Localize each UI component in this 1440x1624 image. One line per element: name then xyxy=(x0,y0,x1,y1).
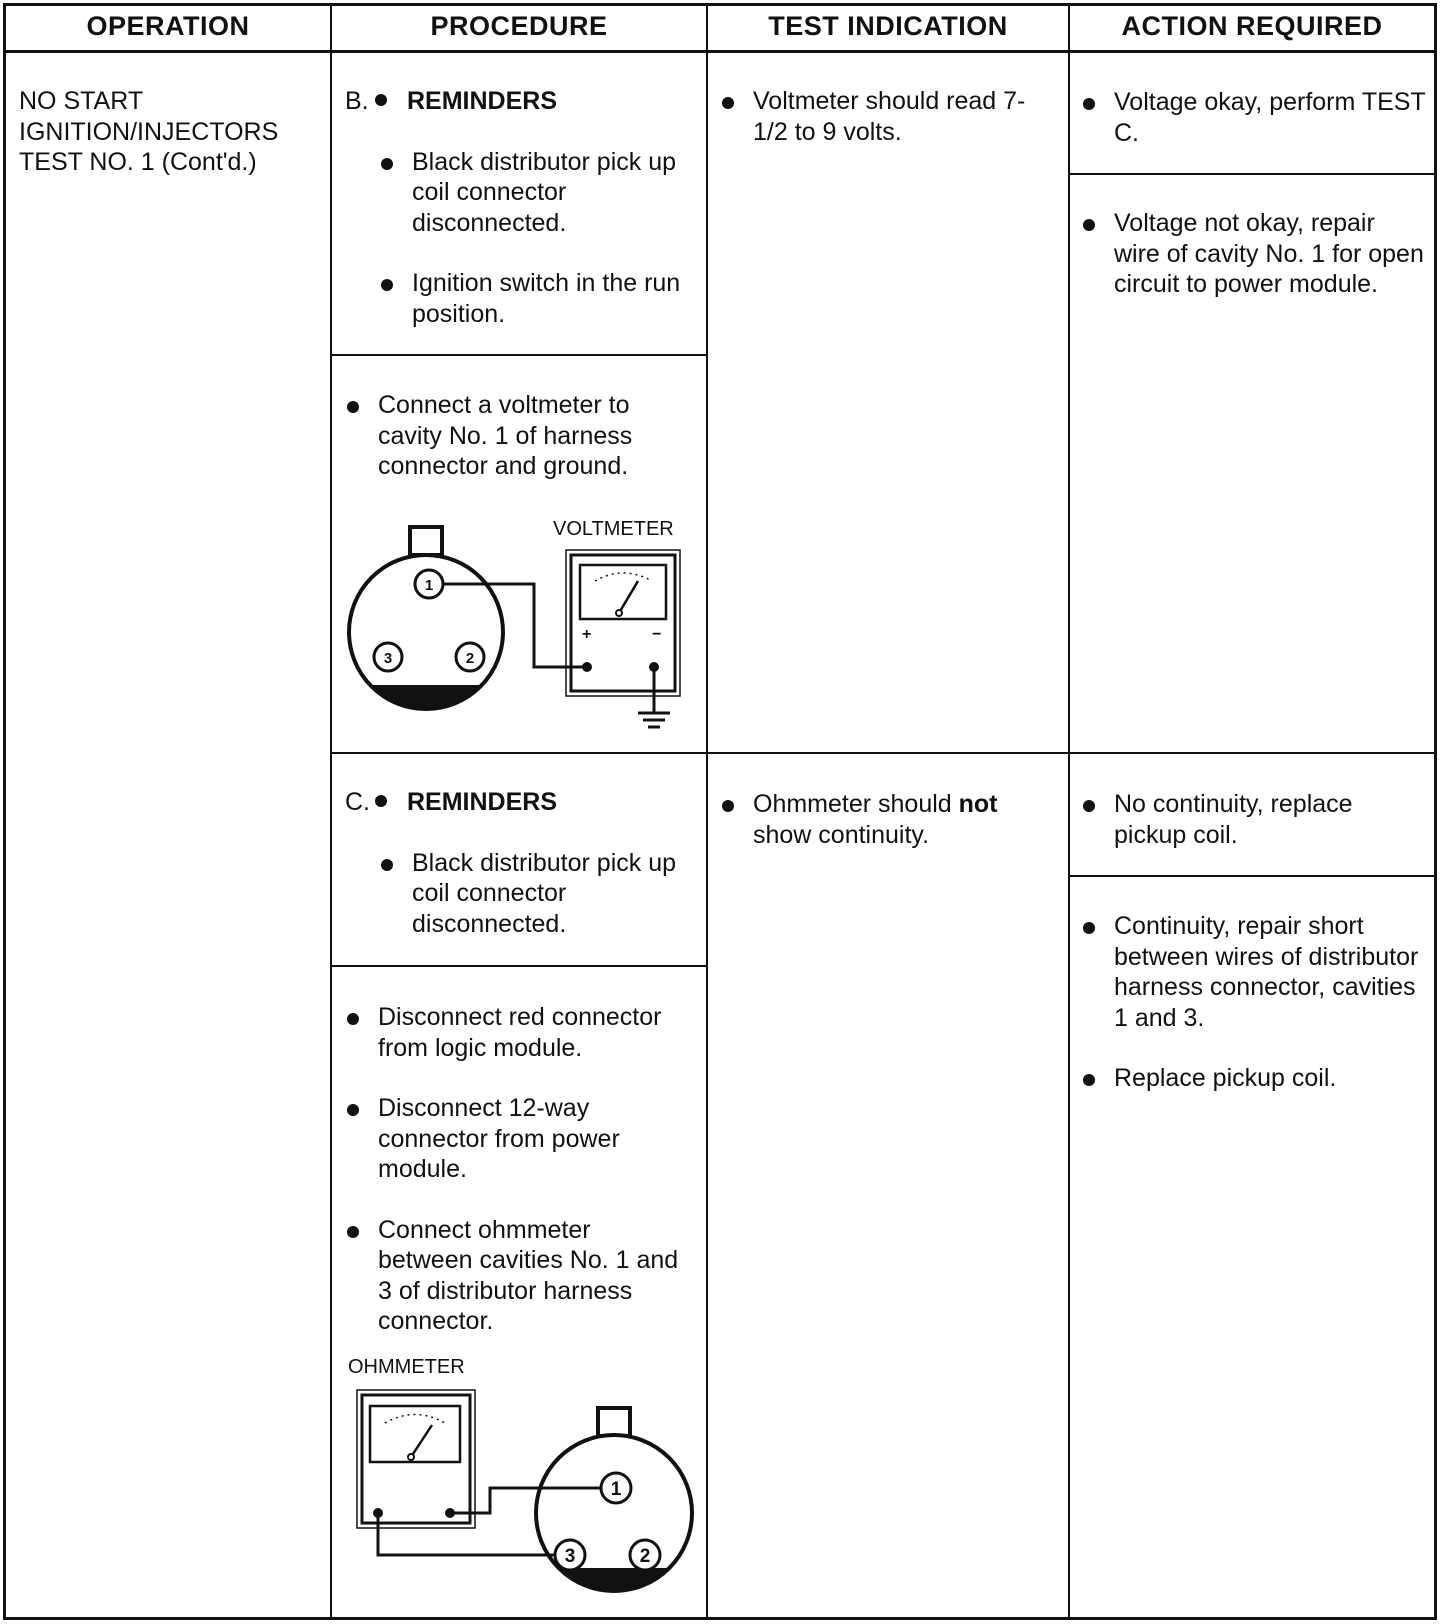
header-procedure: PROCEDURE xyxy=(430,10,608,41)
action-c-1 xyxy=(1081,789,1426,850)
ohm-pin-1-label: 1 xyxy=(610,1479,622,1500)
action-c-divider xyxy=(1068,875,1437,877)
pin-3-label: 3 xyxy=(383,650,393,667)
operation-line-2: IGNITION/INJECTORS xyxy=(19,117,279,146)
pin-2-label: 2 xyxy=(465,650,475,667)
reminder-item: Ignition switch in the run position. xyxy=(379,268,700,329)
ohm-pin-3-label: 3 xyxy=(564,1546,576,1567)
indication-c-pre: Ohmmeter should xyxy=(753,790,959,818)
procedure-step: Connect ohmmeter between cavities No. 1 and 3 of distributor harness connector. xyxy=(345,1215,685,1337)
voltmeter-diagram xyxy=(340,515,690,740)
connector-key xyxy=(410,527,442,555)
action-text: Voltage not okay, repair wire of cavity No. 1 for open circuit to power module. xyxy=(1081,208,1426,300)
action-b-divider xyxy=(1068,173,1437,175)
reminders-label: REMINDERS xyxy=(407,87,558,115)
column-divider-2 xyxy=(706,3,708,1620)
action-text: No continuity, replace pickup coil. xyxy=(1081,789,1426,850)
operation-cell xyxy=(19,86,324,178)
action-text: Voltage okay, perform TEST C. xyxy=(1081,87,1426,148)
procedure-step: Disconnect 12-way connector from power module. xyxy=(345,1093,685,1185)
needle-pivot xyxy=(616,610,622,616)
indication-c xyxy=(720,789,1060,850)
action-b-1 xyxy=(1081,87,1426,148)
procedure-step: Disconnect red connector from logic module. xyxy=(345,1002,685,1063)
indication-text-b: Voltmeter should read 7-1/2 to 9 volts. xyxy=(720,86,1060,147)
procedure-step: Connect a voltmeter to cavity No. 1 of harness connector and ground. xyxy=(345,390,685,482)
table-border-right xyxy=(1434,3,1437,1620)
voltmeter-label: VOLTMETER xyxy=(553,518,674,540)
column-divider-3 xyxy=(1068,3,1070,1620)
indication-b xyxy=(720,86,1060,147)
ohm-pin-2-label: 2 xyxy=(639,1546,651,1567)
indication-c-emphasis: not xyxy=(958,790,998,818)
action-text: Continuity, repair short between wires of distributor harness connector, cavities 1 and 3. xyxy=(1081,911,1426,1033)
connector-shaded-base xyxy=(370,685,482,709)
operation-line-1: NO START xyxy=(19,87,144,115)
indication-text-c xyxy=(720,789,1060,850)
procedure-c-reminders xyxy=(345,787,700,939)
header-operation: OPERATION xyxy=(86,10,250,41)
test-letter-c: C. xyxy=(345,788,370,816)
action-c-2 xyxy=(1081,911,1426,1094)
reminder-item: Black distributor pick up coil connector disconnected. xyxy=(379,848,700,940)
table-border-bottom xyxy=(3,1617,1437,1620)
ohm-needle-pivot xyxy=(408,1454,414,1460)
procedure-b-steps xyxy=(345,390,685,482)
indication-c-post: show continuity. xyxy=(753,820,930,849)
table-border-left xyxy=(3,3,6,1620)
reminders-heading-b xyxy=(345,86,700,117)
proc-c-divider xyxy=(330,965,708,967)
voltmeter-plus-label: + xyxy=(582,626,592,643)
bullet-icon xyxy=(375,94,387,106)
ohmmeter-diagram xyxy=(340,1350,700,1610)
ohmmeter-label: OHMMETER xyxy=(348,1356,465,1378)
action-text: Replace pickup coil. xyxy=(1081,1063,1426,1094)
reminders-heading-c xyxy=(345,787,700,818)
procedure-b-reminders xyxy=(345,86,700,329)
pin-1-label: 1 xyxy=(424,577,434,594)
reminders-label: REMINDERS xyxy=(407,788,558,816)
bullet-icon xyxy=(375,795,387,807)
test-letter-b: B. xyxy=(345,87,369,115)
ohm-connector-shaded-base xyxy=(558,1568,670,1592)
operation-line-3: TEST NO. 1 (Cont'd.) xyxy=(19,148,257,176)
procedure-c-steps xyxy=(345,1002,685,1337)
reminder-item: Black distributor pick up coil connector disconnected. xyxy=(379,147,700,239)
header-action-required: ACTION REQUIRED xyxy=(1121,10,1383,41)
action-b-2 xyxy=(1081,208,1426,300)
header-test-indication: TEST INDICATION xyxy=(768,10,1008,41)
column-divider-1 xyxy=(330,3,332,1620)
proc-b-divider xyxy=(330,354,708,356)
voltmeter-minus-label: − xyxy=(652,626,662,643)
row-divider-test-b-c xyxy=(330,752,1437,754)
ohm-connector-key xyxy=(598,1408,630,1436)
voltmeter-dial-icon xyxy=(580,565,666,619)
